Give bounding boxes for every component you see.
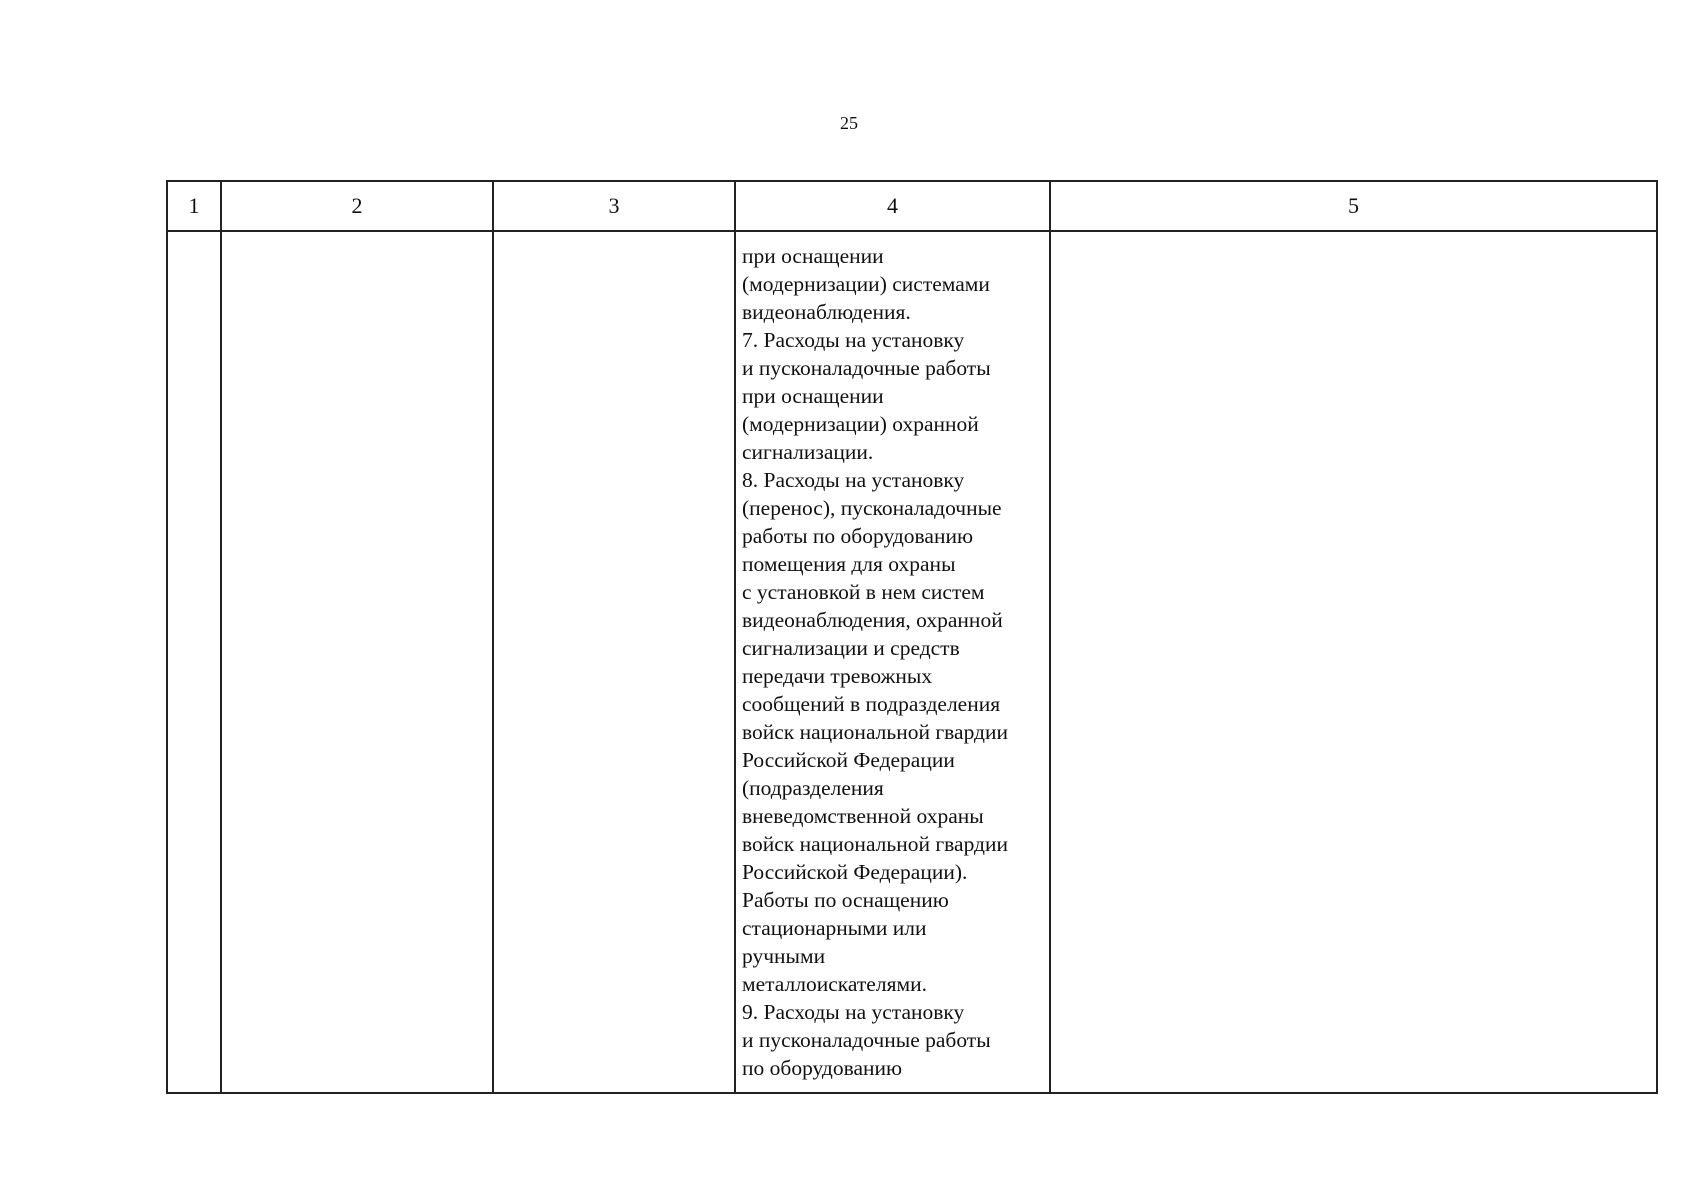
cell-col-3 [493,231,735,1093]
cell-col-4 [735,231,1050,1093]
page-number: 25 [840,113,858,133]
text-line: 7. Расходы на установку [742,328,965,352]
text-line: передачи тревожных [742,664,933,688]
text-line: 9. Расходы на установку [742,1000,965,1024]
text-line: вневедомственной охраны [742,804,984,828]
text-line: и пусконаладочные работы [742,356,991,380]
column-number-4: 4 [735,181,1050,231]
text-line: по оборудованию [742,1056,903,1080]
text-line: при оснащении [742,244,884,268]
table-row [167,231,1657,1093]
cell-col-5 [1050,231,1657,1093]
text-line: стационарными или [742,916,927,940]
text-line: при оснащении [742,384,884,408]
text-line: работы по оборудованию [742,524,974,548]
cell-col-2 [221,231,493,1093]
text-line: сигнализации. [742,440,874,464]
text-line: (модернизации) системами [742,272,990,296]
text-line: Работы по оснащению [742,888,949,912]
column-number-3: 3 [493,181,735,231]
text-line: сообщений в подразделения [742,692,1001,716]
text-line: и пусконаладочные работы [742,1028,991,1052]
cell-col-4-text [736,232,1049,1082]
text-line: видеонаблюдения, охранной [742,608,1003,632]
column-number-1: 1 [167,181,221,231]
text-line: ручными [742,944,826,968]
text-line: войск национальной гвардии [742,832,1008,856]
text-line: (модернизации) охранной [742,412,979,436]
text-line: помещения для охраны [742,552,956,576]
column-number-2: 2 [221,181,493,231]
text-line: металлоискателями. [742,972,927,996]
document-table [166,180,1658,1094]
column-number-5: 5 [1050,181,1657,231]
text-line: 8. Расходы на установку [742,468,965,492]
text-line: войск национальной гвардии [742,720,1008,744]
text-line: Российской Федерации). [742,860,968,884]
text-line: (подразделения [742,776,884,800]
text-line: сигнализации и средств [742,636,960,660]
text-line: (перенос), пусконаладочные [742,496,1002,520]
text-line: Российской Федерации [742,748,955,772]
text-line: с установкой в нем систем [742,580,985,604]
text-line: видеонаблюдения. [742,300,911,324]
table-header-row [167,181,1657,231]
cell-col-1 [167,231,221,1093]
